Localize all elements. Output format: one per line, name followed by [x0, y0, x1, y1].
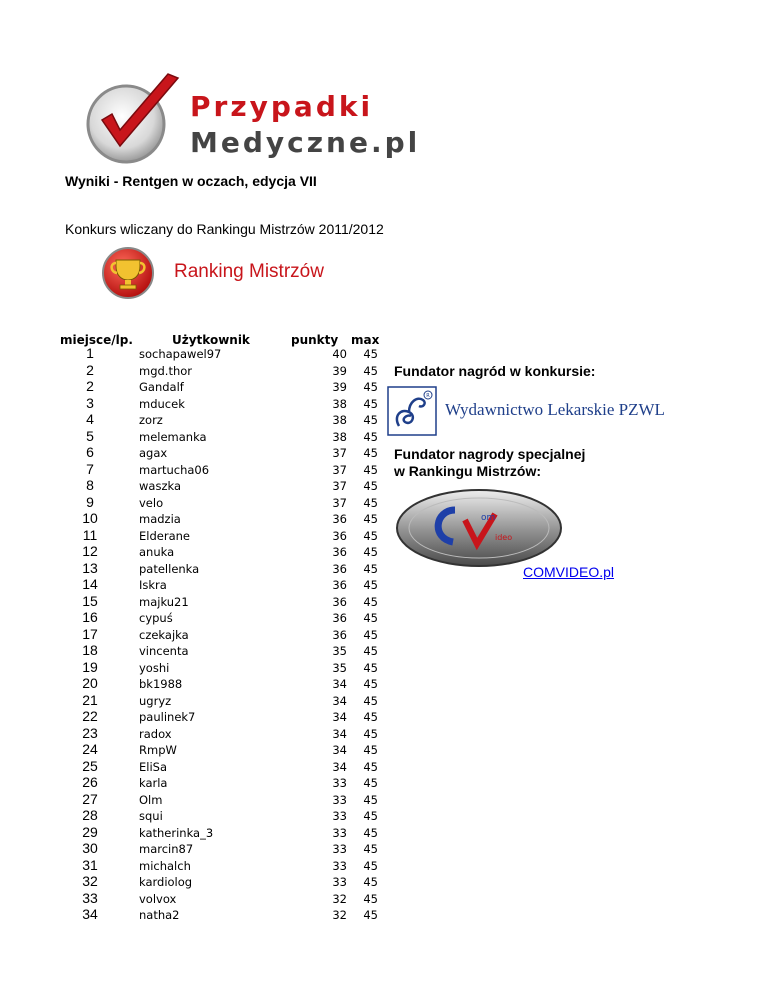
cell-max: 45	[363, 891, 378, 906]
cell-place: 13	[82, 559, 98, 576]
comvideo-logo-text-top: om	[481, 513, 496, 523]
cell-points: 37	[332, 495, 347, 510]
cell-max: 45	[363, 479, 378, 493]
cell-user: volvox	[139, 891, 177, 906]
cell-max: 45	[363, 578, 378, 592]
table-row	[0, 478, 400, 495]
cell-user: melemanka	[139, 429, 207, 444]
comvideo-link[interactable]: COMVIDEO.pl	[523, 564, 615, 580]
cell-points: 36	[332, 561, 347, 576]
comvideo-logo	[395, 488, 565, 570]
cell-max: 45	[363, 743, 378, 757]
cell-max: 45	[363, 858, 378, 873]
ranking-logo-text: Ranking Mistrzów	[174, 261, 324, 282]
cell-place: 27	[82, 790, 98, 807]
cell-points: 33	[332, 776, 347, 790]
comvideo-logo-text-bottom: ideo	[495, 533, 513, 542]
cell-points: 34	[332, 726, 347, 741]
cell-place: 8	[86, 477, 94, 493]
cell-place: 4	[86, 411, 94, 427]
cell-max: 45	[363, 825, 378, 840]
cell-place: 26	[82, 774, 98, 790]
page-subtitle: Konkurs wliczany do Rankingu Mistrzów 2011/2012	[65, 221, 384, 237]
cell-place: 23	[82, 724, 98, 741]
table-row	[0, 396, 400, 413]
cell-user: mducek	[139, 396, 185, 411]
header-place: miejsce/lp.	[60, 333, 133, 347]
cell-max: 45	[363, 429, 378, 444]
table-row	[0, 858, 400, 875]
table-row	[0, 759, 400, 776]
table-row	[0, 544, 400, 561]
cell-points: 36	[332, 611, 347, 625]
logo-text-przypadki: Przypadki	[190, 90, 374, 123]
comvideo-badge-icon	[395, 488, 565, 570]
cell-max: 45	[363, 627, 378, 642]
cell-place: 31	[82, 856, 98, 873]
header-points: punkty	[291, 333, 339, 347]
cell-points: 38	[332, 429, 347, 444]
cell-max: 45	[363, 693, 378, 708]
table-row	[0, 462, 400, 479]
table-row	[0, 363, 400, 380]
cell-place: 7	[86, 460, 94, 477]
cell-place: 11	[82, 526, 98, 543]
cell-user: zorz	[139, 413, 163, 427]
cell-points: 34	[332, 743, 347, 757]
serpent-icon	[387, 386, 437, 436]
table-row	[0, 825, 400, 842]
cell-max: 45	[363, 594, 378, 609]
cell-user: anuka	[139, 545, 175, 559]
cell-user: bk1988	[139, 677, 183, 691]
cell-points: 36	[332, 528, 347, 543]
cell-user: yoshi	[139, 660, 170, 675]
ranking-mistrzow-logo	[98, 246, 328, 300]
cell-max: 45	[363, 561, 378, 576]
cell-place: 9	[86, 493, 94, 510]
table-row	[0, 874, 400, 891]
cell-points: 36	[332, 578, 347, 592]
cell-place: 1	[86, 345, 94, 361]
cell-place: 3	[86, 394, 94, 411]
prize-sponsor-title: Fundator nagród w konkursie:	[394, 363, 596, 379]
table-row	[0, 445, 400, 462]
cell-place: 29	[82, 823, 98, 840]
cell-max: 45	[363, 875, 378, 889]
cell-user: mgd.thor	[139, 363, 193, 378]
cell-user: squi	[139, 809, 163, 823]
page-title: Wyniki - Rentgen w oczach, edycja VII	[65, 173, 317, 189]
cell-points: 35	[332, 644, 347, 658]
table-row	[0, 577, 400, 594]
cell-max: 45	[363, 396, 378, 411]
cell-place: 18	[82, 642, 98, 658]
cell-max: 45	[363, 710, 378, 724]
cell-user: czekajka	[139, 627, 189, 642]
table-row	[0, 561, 400, 578]
cell-user: agax	[139, 446, 168, 460]
cell-user: Olm	[139, 792, 163, 807]
cell-points: 33	[332, 825, 347, 840]
cell-user: martucha06	[139, 462, 210, 477]
cell-place: 5	[86, 427, 94, 444]
cell-user: Elderane	[139, 528, 190, 543]
cell-user: michalch	[139, 858, 191, 873]
przypadki-medyczne-logo	[82, 68, 421, 168]
cell-points: 37	[332, 462, 347, 477]
cell-max: 45	[363, 495, 378, 510]
cell-place: 20	[82, 675, 98, 691]
cell-user: ugryz	[139, 693, 172, 708]
cell-max: 45	[363, 512, 378, 526]
cell-user: Iskra	[139, 578, 167, 592]
cell-place: 6	[86, 444, 94, 460]
logo-text-medyczne: Medyczne.pl	[190, 126, 421, 159]
cell-points: 39	[332, 363, 347, 378]
table-row	[0, 643, 400, 660]
cell-user: natha2	[139, 908, 180, 922]
cell-points: 34	[332, 693, 347, 708]
cell-place: 34	[82, 906, 98, 922]
table-row	[0, 726, 400, 743]
cell-place: 21	[82, 691, 98, 708]
cell-points: 36	[332, 512, 347, 526]
table-row	[0, 775, 400, 792]
cell-max: 45	[363, 462, 378, 477]
cell-max: 45	[363, 677, 378, 691]
cell-points: 32	[332, 891, 347, 906]
cell-user: madzia	[139, 512, 181, 526]
table-row	[0, 709, 400, 726]
cell-points: 33	[332, 875, 347, 889]
cell-max: 45	[363, 809, 378, 823]
cell-place: 19	[82, 658, 98, 675]
cell-max: 45	[363, 759, 378, 774]
table-row	[0, 660, 400, 677]
cell-max: 45	[363, 776, 378, 790]
cell-max: 45	[363, 644, 378, 658]
cell-user: EliSa	[139, 759, 168, 774]
cell-max: 45	[363, 792, 378, 807]
header-max: max	[351, 333, 380, 347]
cell-max: 45	[363, 545, 378, 559]
cell-user: paulinek7	[139, 710, 196, 724]
table-row	[0, 627, 400, 644]
cell-max: 45	[363, 347, 378, 361]
cell-user: vincenta	[139, 644, 189, 658]
table-row	[0, 610, 400, 627]
table-row	[0, 676, 400, 693]
cell-place: 28	[82, 807, 98, 823]
cell-points: 32	[332, 908, 347, 922]
cell-points: 33	[332, 858, 347, 873]
cell-max: 45	[363, 528, 378, 543]
cell-points: 33	[332, 809, 347, 823]
table-row	[0, 511, 400, 528]
cell-place: 30	[82, 840, 98, 856]
svg-text:R: R	[426, 393, 430, 400]
cell-place: 22	[82, 708, 98, 724]
cell-user: marcin87	[139, 842, 194, 856]
cell-max: 45	[363, 413, 378, 427]
cell-points: 40	[332, 347, 347, 361]
table-row	[0, 808, 400, 825]
checkmark-icon	[82, 68, 192, 168]
cell-user: Gandalf	[139, 380, 184, 394]
cell-user: sochapawel97	[139, 347, 222, 361]
cell-place: 10	[82, 510, 98, 526]
cell-max: 45	[363, 611, 378, 625]
cell-place: 32	[82, 873, 98, 889]
cell-place: 17	[82, 625, 98, 642]
table-row	[0, 891, 400, 908]
cell-user: radox	[139, 726, 172, 741]
cell-points: 34	[332, 710, 347, 724]
cell-max: 45	[363, 363, 378, 378]
table-row	[0, 841, 400, 858]
cell-points: 33	[332, 842, 347, 856]
table-row	[0, 693, 400, 710]
cell-points: 36	[332, 594, 347, 609]
cell-points: 37	[332, 479, 347, 493]
pzwl-logo	[387, 386, 665, 436]
cell-points: 34	[332, 677, 347, 691]
cell-user: patellenka	[139, 561, 200, 576]
cell-max: 45	[363, 908, 378, 922]
cell-user: majku21	[139, 594, 189, 609]
cell-points: 39	[332, 380, 347, 394]
cell-points: 36	[332, 545, 347, 559]
cell-points: 38	[332, 396, 347, 411]
cell-points: 33	[332, 792, 347, 807]
cell-points: 35	[332, 660, 347, 675]
cell-place: 25	[82, 757, 98, 774]
table-row	[0, 429, 400, 446]
cell-points: 38	[332, 413, 347, 427]
table-row	[0, 412, 400, 429]
cell-user: kardiolog	[139, 875, 193, 889]
cell-points: 36	[332, 627, 347, 642]
table-row	[0, 495, 400, 512]
cell-points: 37	[332, 446, 347, 460]
table-row	[0, 792, 400, 809]
table-row	[0, 528, 400, 545]
table-row	[0, 742, 400, 759]
cell-max: 45	[363, 446, 378, 460]
header-user: Użytkownik	[172, 333, 250, 347]
cell-place: 14	[82, 576, 98, 592]
cell-place: 2	[86, 361, 94, 378]
table-row	[0, 594, 400, 611]
cell-place: 15	[82, 592, 98, 609]
cell-place: 24	[82, 741, 98, 757]
cell-max: 45	[363, 660, 378, 675]
special-sponsor-title-line1: Fundator nagrody specjalnej	[394, 446, 586, 462]
trophy-icon	[98, 246, 158, 300]
special-sponsor-title-line2: w Rankingu Mistrzów:	[394, 463, 541, 479]
cell-max: 45	[363, 726, 378, 741]
cell-place: 12	[82, 543, 98, 559]
cell-points: 34	[332, 759, 347, 774]
cell-user: katherinka_3	[139, 825, 214, 840]
cell-user: RmpW	[139, 743, 177, 757]
cell-user: cypuś	[139, 611, 173, 625]
pzwl-logo-text: Wydawnictwo Lekarskie PZWL	[445, 400, 665, 419]
cell-place: 16	[82, 609, 98, 625]
cell-user: waszka	[139, 479, 181, 493]
cell-max: 45	[363, 380, 378, 394]
table-row	[0, 346, 400, 363]
table-row	[0, 907, 400, 924]
cell-user: karla	[139, 776, 168, 790]
cell-place: 33	[82, 889, 98, 906]
cell-place: 2	[86, 378, 94, 394]
table-row	[0, 379, 400, 396]
cell-user: velo	[139, 495, 164, 510]
cell-max: 45	[363, 842, 378, 856]
